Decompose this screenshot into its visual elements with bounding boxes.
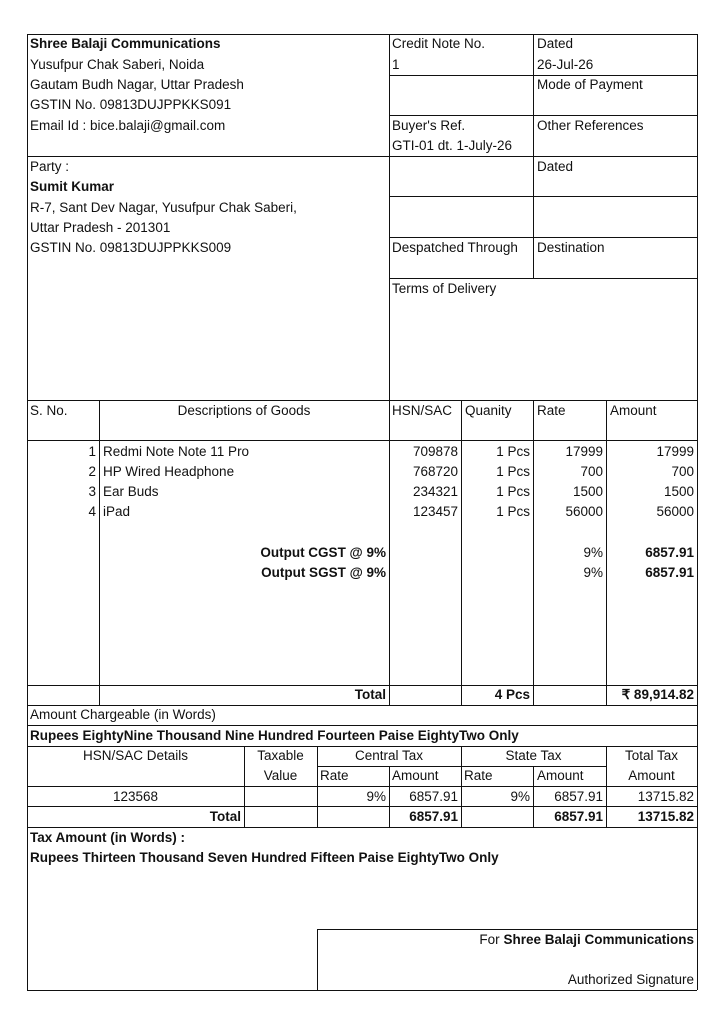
tax-header-central-amount: Amount xyxy=(392,768,439,783)
terms-of-delivery-label: Terms of Delivery xyxy=(392,281,497,296)
items-header-sno: S. No. xyxy=(30,403,68,418)
tax-total-state-amount: 6857.91 xyxy=(554,809,603,824)
buyers-ref-value: GTI-01 dt. 1-July-26 xyxy=(392,138,513,153)
item-qty: 1 Pcs xyxy=(496,444,530,459)
tax-col-srate xyxy=(533,766,534,827)
tax-line-amount: 6857.91 xyxy=(645,545,694,560)
items-col-qty xyxy=(533,400,534,705)
other-references-label: Other References xyxy=(537,118,644,133)
tax-total-central-amount: 6857.91 xyxy=(409,809,458,824)
item-hsn: 709878 xyxy=(412,444,458,459)
items-col-hsn xyxy=(461,400,462,705)
item-rate: 17999 xyxy=(565,444,603,459)
tax-row-central-amount: 6857.91 xyxy=(409,789,458,804)
item-qty: 1 Pcs xyxy=(496,464,530,479)
tax-header-central: Central Tax xyxy=(354,748,424,763)
outer-border-right xyxy=(697,34,698,990)
amount-words-value: Rupees EightyNine Thousand Nine Hundred Fourteen Paise EightyTwo Only xyxy=(30,728,519,743)
despatched-through-label: Despatched Through xyxy=(392,240,518,255)
tax-row-central-rate: 9% xyxy=(366,789,386,804)
tax-row-hsn: 123568 xyxy=(112,789,159,804)
item-description: Ear Buds xyxy=(103,484,159,499)
item-amount: 700 xyxy=(671,464,694,479)
signature-box-left xyxy=(317,929,318,990)
item-rate: 56000 xyxy=(565,504,603,519)
party-gstin: GSTIN No. 09813DUJPPKKS009 xyxy=(30,240,232,255)
item-hsn: 123457 xyxy=(412,504,458,519)
dated2-label: Dated xyxy=(537,159,574,174)
item-description: HP Wired Headphone xyxy=(103,464,235,479)
tax-header-state: State Tax xyxy=(505,748,562,763)
party-section-line xyxy=(27,156,697,157)
item-rate: 1500 xyxy=(572,484,603,499)
seller-address-line2: Gautam Budh Nagar, Uttar Pradesh xyxy=(30,77,244,92)
seller-gstin: GSTIN No. 09813DUJPPKKS091 xyxy=(30,97,232,112)
outer-border-bottom xyxy=(27,990,697,991)
item-sno: 1 xyxy=(88,444,96,459)
tax-header-taxable-line1: Taxable xyxy=(257,748,304,763)
tax-header-taxable-line2: Value xyxy=(263,768,298,783)
buyers-ref-label: Buyer's Ref. xyxy=(392,118,466,133)
tax-header-central-rate: Rate xyxy=(320,768,349,783)
item-description: Redmi Note Note 11 Pro xyxy=(103,444,250,459)
items-header-bottom xyxy=(27,440,697,441)
tax-line-rate: 9% xyxy=(583,565,603,580)
item-hsn: 234321 xyxy=(412,484,458,499)
seller-address-line1: Yusufpur Chak Saberi, Noida xyxy=(30,57,205,72)
party-address-line1: R-7, Sant Dev Nagar, Yusufpur Chak Saberi, xyxy=(30,200,297,215)
outer-border-left xyxy=(27,34,28,990)
seller-email: Email Id : bice.balaji@gmail.com xyxy=(30,118,226,133)
destination-label: Destination xyxy=(537,240,605,255)
item-rate: 700 xyxy=(580,464,603,479)
item-sno: 2 xyxy=(88,464,96,479)
tax-header-state-rate: Rate xyxy=(464,768,493,783)
dated-label: Dated xyxy=(537,36,574,51)
items-header-description: Descriptions of Goods xyxy=(177,403,311,418)
tax-total-amount: 13715.82 xyxy=(637,809,694,824)
authorized-signature: Authorized Signature xyxy=(567,972,694,987)
signature-for-prefix: For xyxy=(479,932,500,947)
tax-header-total-line1: Total Tax xyxy=(624,748,679,763)
tax-line-amount: 6857.91 xyxy=(645,565,694,580)
tax-col-crate xyxy=(389,766,390,827)
mode-of-payment-label: Mode of Payment xyxy=(537,77,643,92)
tax-row-state-rate: 9% xyxy=(510,789,530,804)
signature-for-line xyxy=(320,930,694,950)
items-header-quantity: Quanity xyxy=(465,403,512,418)
item-amount: 1500 xyxy=(663,484,694,499)
header-divider xyxy=(389,34,390,400)
items-header-amount: Amount xyxy=(610,403,657,418)
item-qty: 1 Pcs xyxy=(496,484,530,499)
signature-company: Shree Balaji Communications xyxy=(503,932,694,947)
item-sno: 4 xyxy=(88,504,96,519)
tax-line-rate: 9% xyxy=(583,545,603,560)
items-col-desc xyxy=(389,400,390,705)
credit-note-value: 1 xyxy=(392,57,400,72)
items-total-label: Total xyxy=(354,687,386,702)
party-label: Party : xyxy=(30,159,70,174)
credit-note-label: Credit Note No. xyxy=(392,36,486,51)
party-name: Sumit Kumar xyxy=(30,179,115,194)
items-col-rate xyxy=(606,400,607,705)
meta-row-line-4 xyxy=(389,196,697,197)
tax-header-total-line2: Amount xyxy=(628,768,675,783)
tax-words-value: Rupees Thirteen Thousand Seven Hundred Fifteen Paise EightyTwo Only xyxy=(30,850,499,865)
item-amount: 56000 xyxy=(656,504,694,519)
tax-line-label: Output CGST @ 9% xyxy=(260,545,386,560)
tax-line-label: Output SGST @ 9% xyxy=(261,565,386,580)
dated-value: 26-Jul-26 xyxy=(537,57,594,72)
item-amount: 17999 xyxy=(656,444,694,459)
items-total-qty: 4 Pcs xyxy=(494,687,530,702)
items-header-hsn: HSN/SAC xyxy=(392,403,453,418)
item-description: iPad xyxy=(103,504,131,519)
items-total-amount: ₹ 89,914.82 xyxy=(621,687,694,702)
item-hsn: 768720 xyxy=(412,464,458,479)
tax-header-hsn: HSN/SAC Details xyxy=(82,748,189,763)
tax-words-label: Tax Amount (in Words) : xyxy=(30,830,185,845)
tax-total-label: Total xyxy=(209,809,241,824)
tax-row-total: 13715.82 xyxy=(637,789,694,804)
item-sno: 3 xyxy=(88,484,96,499)
party-address-line2: Uttar Pradesh - 201301 xyxy=(30,220,171,235)
items-header-rate: Rate xyxy=(537,403,566,418)
amount-words-label: Amount Chargeable (in Words) xyxy=(30,707,216,722)
seller-name: Shree Balaji Communications xyxy=(30,36,221,51)
items-col-sno xyxy=(99,400,100,705)
item-qty: 1 Pcs xyxy=(496,504,530,519)
tax-header-state-amount: Amount xyxy=(537,768,584,783)
tax-row-state-amount: 6857.91 xyxy=(554,789,603,804)
